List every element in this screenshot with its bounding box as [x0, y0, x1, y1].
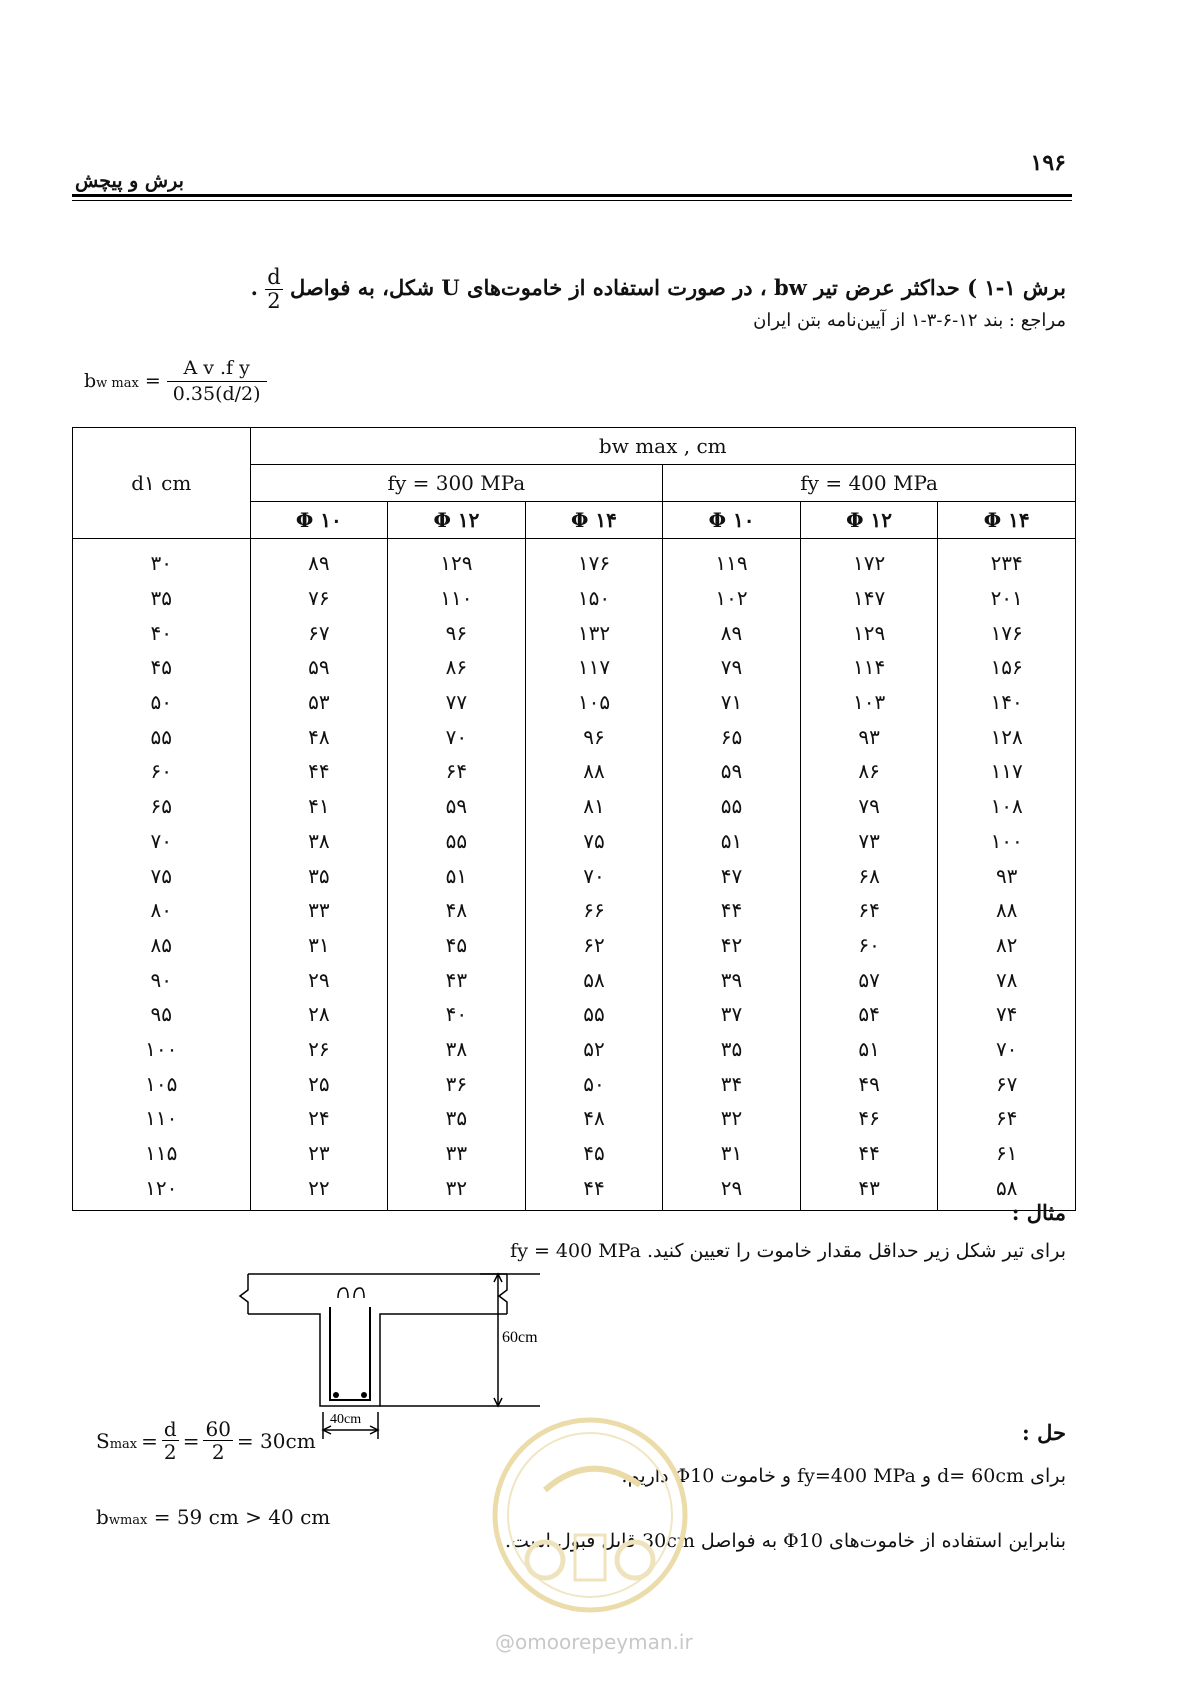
smax-eq2: = — [182, 1428, 200, 1453]
smax-equation — [96, 1418, 316, 1463]
fy300-header: fy = 300 MPa — [250, 465, 663, 502]
table-row — [73, 1066, 1076, 1101]
bwmax-cell: ۳۹ — [663, 962, 801, 997]
bwmax-cell: ۳۱ — [250, 928, 388, 963]
bwmax-cell: ۵۹ — [663, 754, 801, 789]
smax-s: S — [96, 1428, 110, 1453]
table-row — [73, 685, 1076, 720]
bwmax-cell: ۹۳ — [800, 719, 938, 754]
bwmax-formula — [84, 356, 267, 407]
bwmax-cell: ۲۰۱ — [938, 581, 1076, 616]
bwmax-cell: ۷۸ — [938, 962, 1076, 997]
smax-frac1-num: d — [163, 1417, 177, 1441]
bwmax-cell: ۴۴ — [250, 754, 388, 789]
group-header: bw max , cm — [250, 428, 1075, 465]
bwmax-cell: ۴۸ — [525, 1101, 663, 1136]
bwmax-cell: ۶۴ — [938, 1101, 1076, 1136]
bwmax-cell: ۶۸ — [800, 858, 938, 893]
bwmax-cell: ۸۹ — [250, 539, 388, 581]
bwmax-cell: ۶۵ — [663, 719, 801, 754]
bwmax-cell: ۴۵ — [525, 1136, 663, 1171]
bwmax-cell: ۱۱۷ — [938, 754, 1076, 789]
bwmax-cell: ۳۵ — [388, 1101, 526, 1136]
watermark-seal-icon — [490, 1410, 690, 1620]
bwmax-cell: ۲۵ — [250, 1066, 388, 1101]
formula-lhs — [84, 370, 139, 392]
smax-frac2 — [203, 1418, 232, 1463]
beam-outline — [248, 1314, 507, 1406]
bwmax-cell: ۴۱ — [250, 789, 388, 824]
bwmax-cell: ۷۵ — [525, 824, 663, 859]
page-number: ۱۹۶ — [1030, 150, 1066, 176]
smax-result: = 30cm — [236, 1428, 316, 1453]
bwmax-cell: ۶۴ — [388, 754, 526, 789]
bwmax-cell: ۶۱ — [938, 1136, 1076, 1171]
bar-header: Φ ۱۴ — [938, 502, 1076, 539]
solution-line-2: بنابراین استفاده از خاموت‌های Φ10 به فواصل 30cm قابل قبول است. — [505, 1530, 1066, 1552]
example-title: مثال : — [1011, 1200, 1066, 1225]
bwmax-cell: ۸۶ — [388, 650, 526, 685]
depth-cell: ۶۰ — [73, 754, 251, 789]
bwmax-cell: ۳۳ — [388, 1136, 526, 1171]
bwmax-cell: ۷۱ — [663, 685, 801, 720]
bwmax-cell: ۹۳ — [938, 858, 1076, 893]
formula-numerator: A v .f y — [167, 356, 267, 382]
bwmax-cell: ۴۸ — [250, 719, 388, 754]
bwmax-cell: ۸۱ — [525, 789, 663, 824]
bwmax-cell: ۳۶ — [388, 1066, 526, 1101]
bwmax-cell: ۳۲ — [388, 1170, 526, 1210]
bwmax-cell: ۳۷ — [663, 997, 801, 1032]
bwmax-cell: ۱۵۶ — [938, 650, 1076, 685]
depth-cell: ۶۵ — [73, 789, 251, 824]
bwmax-cell: ۶۴ — [800, 893, 938, 928]
bwmax-cell: ۶۷ — [250, 615, 388, 650]
bwmax-cell: ۵۹ — [388, 789, 526, 824]
bwmax-cell: ۵۲ — [525, 1032, 663, 1067]
bwmax-cell: ۷۰ — [938, 1032, 1076, 1067]
stirrup — [330, 1307, 370, 1400]
bwmax-cell: ۳۸ — [388, 1032, 526, 1067]
depth-cell: ۴۰ — [73, 615, 251, 650]
watermark-url: @omoorepeyman.ir — [495, 1630, 693, 1654]
bwmax-cell: ۹۶ — [388, 615, 526, 650]
bwmax-cell: ۸۶ — [800, 754, 938, 789]
bwmax-cell: ۱۷۶ — [525, 539, 663, 581]
bwmax-cell: ۵۰ — [525, 1066, 663, 1101]
depth-cell: ۸۰ — [73, 893, 251, 928]
bwmax-cell: ۴۸ — [388, 893, 526, 928]
table-row — [73, 1136, 1076, 1171]
bwmax-cell: ۷۷ — [388, 685, 526, 720]
bwmax-cell: ۲۴ — [250, 1101, 388, 1136]
bwmax-cell: ۱۴۷ — [800, 581, 938, 616]
bwmax-cell: ۵۵ — [388, 824, 526, 859]
bwmax-cell: ۴۶ — [800, 1101, 938, 1136]
bwmax-cell: ۸۹ — [663, 615, 801, 650]
section-heading — [251, 266, 1066, 313]
rebar-right — [361, 1392, 367, 1398]
table-row — [73, 1032, 1076, 1067]
bwmax-cell: ۲۶ — [250, 1032, 388, 1067]
bwmax-cell: ۷۰ — [388, 719, 526, 754]
bwmax-cell: ۳۵ — [250, 858, 388, 893]
bwmax-cell: ۳۳ — [250, 893, 388, 928]
table-row — [73, 1170, 1076, 1210]
bwmax-cell: ۷۹ — [663, 650, 801, 685]
formula-lhs-sub: w max — [96, 376, 139, 392]
smax-frac2-den: 2 — [211, 1440, 225, 1464]
bwmax-cell: ۹۶ — [525, 719, 663, 754]
bar-header: Φ ۱۰ — [250, 502, 388, 539]
heading-tail: . — [250, 275, 258, 301]
smax-frac1 — [162, 1418, 179, 1463]
depth-cell: ۷۰ — [73, 824, 251, 859]
bwmax-cell: ۲۹ — [663, 1170, 801, 1210]
bwmax-cell: ۷۳ — [800, 824, 938, 859]
bwmax-cell: ۴۴ — [800, 1136, 938, 1171]
bwmax-cell: ۸۸ — [938, 893, 1076, 928]
bwmax-cell: ۱۱۰ — [388, 581, 526, 616]
bwmax-cell: ۵۱ — [663, 824, 801, 859]
table-row — [73, 962, 1076, 997]
depth-cell: ۵۵ — [73, 719, 251, 754]
bwmax-cell: ۱۷۲ — [800, 539, 938, 581]
bwmax-cell: ۶۷ — [938, 1066, 1076, 1101]
height-label: 60cm — [502, 1329, 538, 1346]
table-row — [73, 1101, 1076, 1136]
left-break-line — [240, 1274, 248, 1314]
bwmax-cell: ۴۵ — [388, 928, 526, 963]
depth-cell: ۸۵ — [73, 928, 251, 963]
bwmax-cell: ۵۹ — [250, 650, 388, 685]
bwmax-cell: ۲۳۴ — [938, 539, 1076, 581]
bwmax-cell: ۱۰۸ — [938, 789, 1076, 824]
bwmax-cell: ۴۳ — [800, 1170, 938, 1210]
table-row — [73, 893, 1076, 928]
bwmax-cell: ۱۴۰ — [938, 685, 1076, 720]
bar-header: Φ ۱۲ — [388, 502, 526, 539]
depth-cell: ۱۲۰ — [73, 1170, 251, 1210]
formula-lhs-b: b — [84, 370, 97, 393]
bwmax-cell: ۵۵ — [525, 997, 663, 1032]
bwmax-cell: ۵۷ — [800, 962, 938, 997]
bwmax-cell: ۱۲۸ — [938, 719, 1076, 754]
depth-cell: ۹۵ — [73, 997, 251, 1032]
table-row — [73, 928, 1076, 963]
formula-fraction — [167, 356, 267, 407]
bwmax-cell: ۵۱ — [800, 1032, 938, 1067]
width-label: 40cm — [330, 1412, 362, 1427]
bwmax-cell: ۱۰۳ — [800, 685, 938, 720]
heading-frac-den: 2 — [267, 289, 281, 314]
bar-header: Φ ۱۰ — [663, 502, 801, 539]
reference-line: مراجع : بند ۱۲-۶-۳-۱ از آیین‌نامه بتن ایران — [753, 310, 1066, 331]
table-row — [73, 615, 1076, 650]
bwmax-cell: ۷۹ — [800, 789, 938, 824]
bwmax-cell: ۴۷ — [663, 858, 801, 893]
bwmax-cell: ۱۱۹ — [663, 539, 801, 581]
solution-line-1: برای d= 60cm و fy=400 MPa و خاموت Φ10 داریم: — [621, 1465, 1066, 1487]
depth-cell: ۳۰ — [73, 539, 251, 581]
bwmax-cell: ۶۲ — [525, 928, 663, 963]
fy400-header: fy = 400 MPa — [663, 465, 1076, 502]
smax-frac2-num: 60 — [205, 1417, 231, 1441]
bwmax-cell: ۵۴ — [800, 997, 938, 1032]
depth-cell: ۱۱۰ — [73, 1101, 251, 1136]
depth-cell: ۵۰ — [73, 685, 251, 720]
bwmax-cell: ۷۶ — [250, 581, 388, 616]
bwmax-sub: wmax — [108, 1513, 148, 1528]
bwmax-cell: ۷۴ — [938, 997, 1076, 1032]
bwmax-cell: ۲۸ — [250, 997, 388, 1032]
bwmax-cell: ۵۳ — [250, 685, 388, 720]
bwmax-cell: ۳۵ — [663, 1032, 801, 1067]
heading-fraction — [265, 266, 282, 313]
smax-frac1-den: 2 — [163, 1440, 177, 1464]
bwmax-cell: ۲۹ — [250, 962, 388, 997]
bwmax-rhs: = 59 cm > 40 cm — [153, 1505, 331, 1529]
bwmax-cell: ۵۵ — [663, 789, 801, 824]
bwmax-cell: ۱۳۲ — [525, 615, 663, 650]
table-row — [73, 719, 1076, 754]
stirrup-hook-left — [338, 1288, 348, 1298]
bwmax-cell: ۲۲ — [250, 1170, 388, 1210]
bwmax-cell: ۵۱ — [388, 858, 526, 893]
bwmax-cell: ۱۱۷ — [525, 650, 663, 685]
depth-cell: ۱۱۵ — [73, 1136, 251, 1171]
bwmax-cell: ۸۸ — [525, 754, 663, 789]
example-text: برای تیر شکل زیر حداقل مقدار خاموت را تعیین کنید. fy = 400 MPa — [510, 1240, 1066, 1262]
bwmax-cell: ۷۰ — [525, 858, 663, 893]
col-d-header: d۱ cm — [73, 428, 251, 539]
stirrup-hook-right — [354, 1288, 364, 1298]
bar-header: Φ ۱۲ — [800, 502, 938, 539]
bwmax-cell: ۲۳ — [250, 1136, 388, 1171]
bwmax-cell: ۱۱۴ — [800, 650, 938, 685]
depth-cell: ۹۰ — [73, 962, 251, 997]
table-row — [73, 754, 1076, 789]
bwmax-cell: ۳۴ — [663, 1066, 801, 1101]
bwmax-cell: ۱۰۵ — [525, 685, 663, 720]
bwmax-cell: ۱۷۶ — [938, 615, 1076, 650]
bwmax-cell: ۱۰۲ — [663, 581, 801, 616]
smax-sub: max — [109, 1436, 138, 1452]
bwmax-cell: ۶۶ — [525, 893, 663, 928]
depth-cell: ۱۰۰ — [73, 1032, 251, 1067]
running-head: برش و پیچش — [75, 170, 184, 192]
depth-cell: ۱۰۵ — [73, 1066, 251, 1101]
bwmax-cell: ۱۰۰ — [938, 824, 1076, 859]
bwmax-table — [72, 427, 1076, 1211]
bwmax-cell: ۱۲۹ — [388, 539, 526, 581]
bwmax-result — [96, 1505, 330, 1529]
bwmax-b: b — [96, 1505, 109, 1529]
formula-eq: = — [144, 370, 161, 393]
table-row — [73, 824, 1076, 859]
depth-cell: ۴۵ — [73, 650, 251, 685]
header-rule-thick — [72, 194, 1072, 197]
heading-text: برش ۱-۱ ) حداکثر عرض تیر bw ، در صورت استفاده از خاموت‌های U شکل، به فواصل — [290, 275, 1066, 301]
bwmax-cell: ۳۲ — [663, 1101, 801, 1136]
bwmax-cell: ۴۴ — [663, 893, 801, 928]
bwmax-cell: ۳۱ — [663, 1136, 801, 1171]
bwmax-cell: ۴۳ — [388, 962, 526, 997]
bwmax-cell: ۵۸ — [938, 1170, 1076, 1210]
smax-lhs — [96, 1429, 137, 1453]
table-row — [73, 858, 1076, 893]
depth-cell: ۷۵ — [73, 858, 251, 893]
table-row — [73, 650, 1076, 685]
rebar-left — [333, 1392, 339, 1398]
table-row — [73, 997, 1076, 1032]
table-row — [73, 581, 1076, 616]
formula-denominator: 0.35(d/2) — [172, 382, 261, 405]
heading-frac-num: d — [267, 265, 281, 289]
solution-title: حل : — [1022, 1420, 1066, 1445]
bwmax-cell: ۵۸ — [525, 962, 663, 997]
table-row — [73, 539, 1076, 581]
bwmax-cell: ۶۰ — [800, 928, 938, 963]
smax-eq1: = — [141, 1428, 158, 1453]
table-row — [73, 789, 1076, 824]
bwmax-cell: ۴۴ — [525, 1170, 663, 1210]
bwmax-cell: ۱۵۰ — [525, 581, 663, 616]
header-rule-thin — [72, 200, 1072, 201]
bwmax-cell: ۱۲۹ — [800, 615, 938, 650]
bwmax-cell: ۳۸ — [250, 824, 388, 859]
depth-cell: ۳۵ — [73, 581, 251, 616]
table-body — [73, 539, 1076, 1211]
bar-header: Φ ۱۴ — [525, 502, 663, 539]
bwmax-cell: ۴۲ — [663, 928, 801, 963]
bwmax-cell: ۴۹ — [800, 1066, 938, 1101]
bwmax-cell: ۸۲ — [938, 928, 1076, 963]
bwmax-cell: ۴۰ — [388, 997, 526, 1032]
